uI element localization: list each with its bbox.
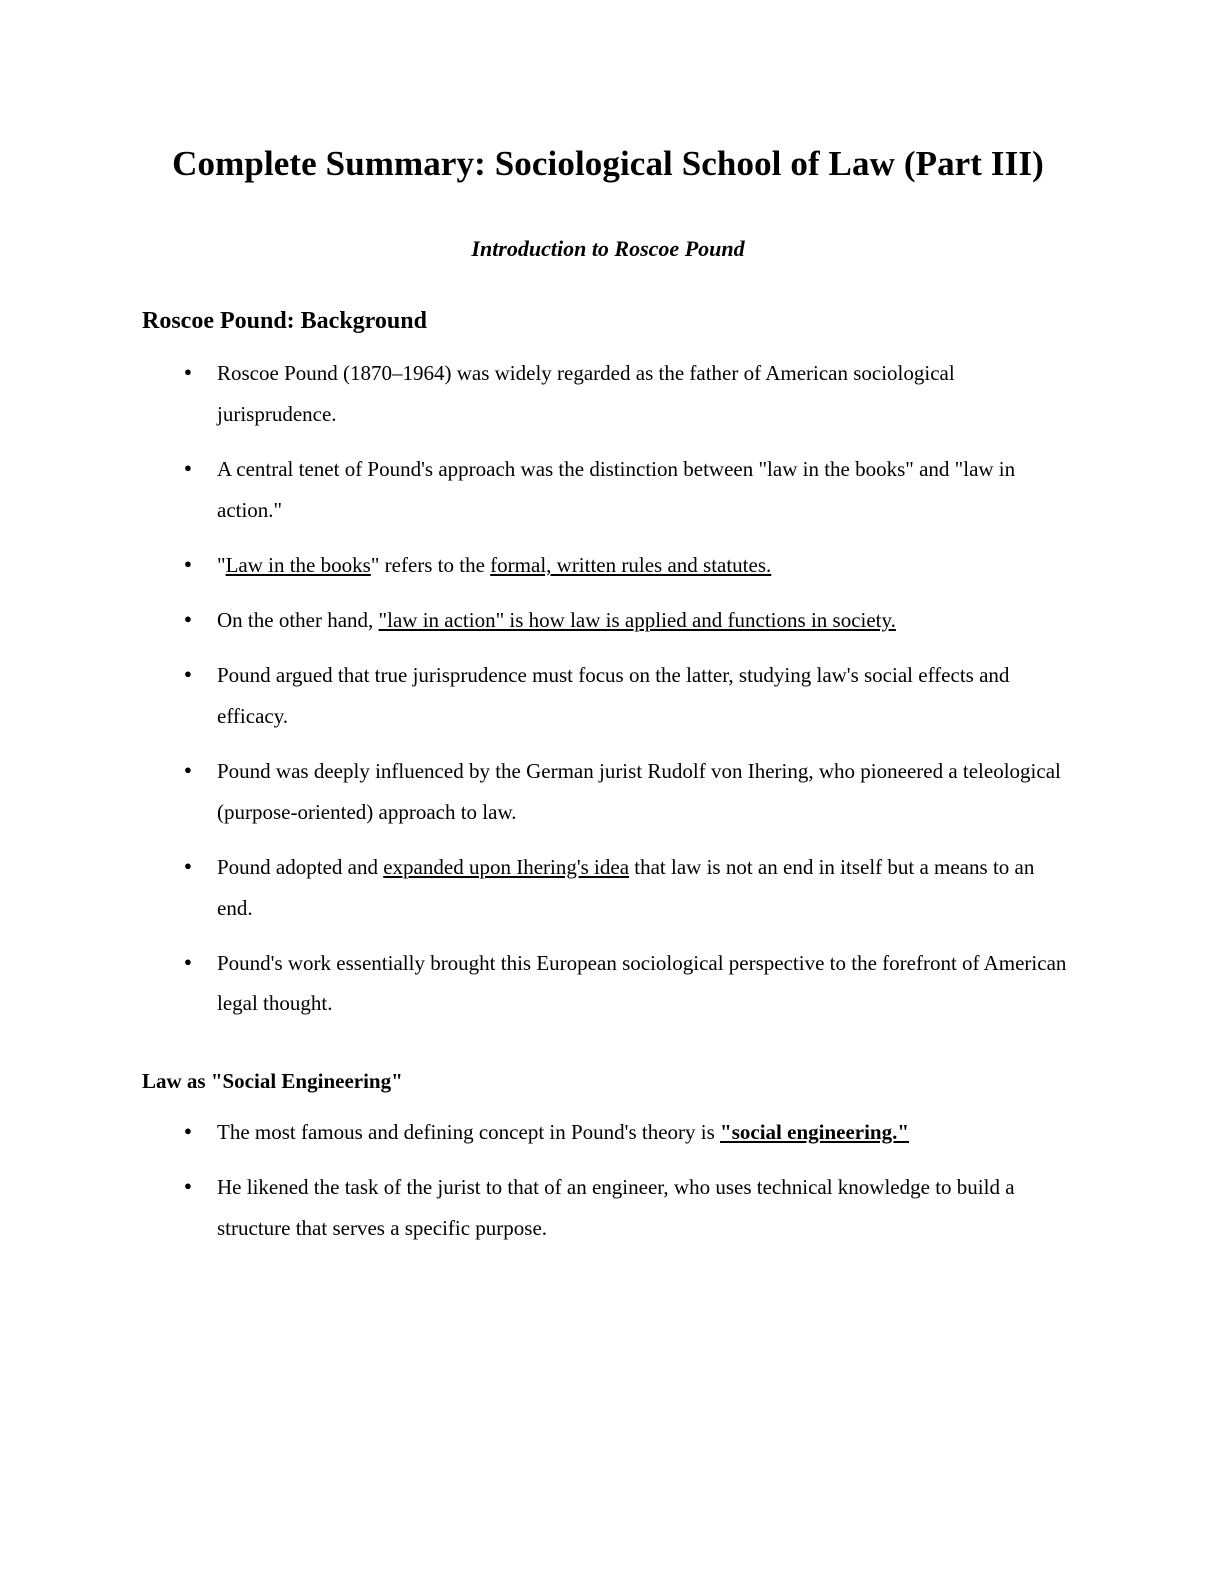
list-item — [142, 545, 1074, 586]
text-fragment: The most famous and defining concept in Pound's theory is — [217, 1120, 721, 1145]
list-item — [142, 600, 1074, 641]
underlined-text: expanded upon Ihering's idea — [383, 854, 630, 879]
list-item: ● A central tenet of Pound's approach was the distinction between "law in the books" and "law in action." — [142, 449, 1074, 531]
list-item: ● Pound argued that true jurisprudence must focus on the latter, studying law's social effects and efficacy. — [142, 655, 1074, 737]
underlined-text: formal, written rules and statutes. — [490, 553, 772, 578]
document-subtitle: Introduction to Roscoe Pound — [471, 236, 745, 262]
text-fragment: Pound adopted and — [217, 854, 384, 879]
underlined-text: "law in action" is how law is applied and functions in society. — [378, 607, 896, 632]
list-item — [142, 1112, 1074, 1153]
text-fragment: " refers to the — [370, 553, 491, 578]
text-fragment: On the other hand, — [217, 607, 379, 632]
underlined-bold-text: "social engineering." — [720, 1120, 910, 1145]
page-title: Complete Summary: Sociological School of Law (Part III) — [172, 144, 1044, 183]
list-item: ● Roscoe Pound (1870–1964) was widely regarded as the father of American sociological jurisprudence. — [142, 353, 1074, 435]
bullet-list-social-engineering — [142, 1112, 1074, 1249]
section-heading-social-engineering: Law as "Social Engineering" — [142, 1069, 403, 1094]
underlined-text: Law in the books — [225, 553, 371, 578]
list-item: ● He likened the task of the jurist to that of an engineer, who uses technical knowledge to build a structure that serves a specific purpose. — [142, 1167, 1074, 1249]
list-item: ● Pound was deeply influenced by the German jurist Rudolf von Ihering, who pioneered a teleological (purpose-oriented) approach to law. — [142, 751, 1074, 833]
list-item: ● Pound's work essentially brought this European sociological perspective to the forefront of American legal thought. — [142, 943, 1074, 1025]
text-fragment: that law is not an end in itself but a means to an end. — [217, 854, 1035, 920]
section-heading-background: Roscoe Pound: Background — [142, 308, 427, 335]
list-item — [142, 847, 1074, 929]
bullet-list-background — [142, 353, 1074, 1024]
text-fragment: " — [217, 553, 226, 578]
